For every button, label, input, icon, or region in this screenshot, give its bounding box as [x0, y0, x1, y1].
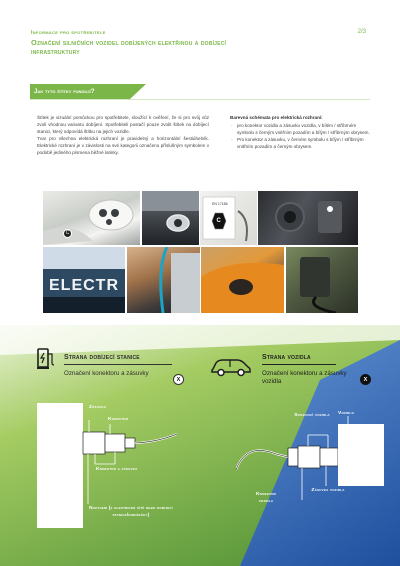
car-icon [210, 355, 252, 377]
standard-label: EN 17186 [212, 202, 228, 206]
question-banner-tail [130, 84, 146, 99]
wall-charger-illustration [286, 247, 358, 313]
list-item: - Pro konektor a zásuvku, v černém symbolu s bílým / stříbrným vnitřním pozadím a černým obrysem. [230, 136, 372, 150]
page-title: Označení silničních vozidel dobíjených elektřinou a dobíjecí infrastruktury [31, 38, 227, 57]
photo-vehicle-inlet [43, 191, 140, 245]
label-vehicle-connector: Konektor vozidla [255, 492, 277, 504]
orange-car-illustration [201, 247, 284, 313]
label-supply: Napájení (z elektrické sítě nebo dobíjecí stanice/dobíječky) [89, 506, 173, 518]
label-vehicle-coupler: Spojovač vozidla [294, 413, 330, 418]
question-banner: Jak tyto štítky fungují? [30, 84, 130, 99]
hex-c-icon: C [63, 229, 72, 238]
photo-charging-cable [127, 247, 200, 313]
header-kicker: Informace pro spotřebitele [31, 30, 106, 36]
charging-station-icon [36, 346, 56, 370]
charging-port-illustration [142, 191, 199, 245]
label-connector: Konektor [108, 417, 129, 422]
list-item: - pro konektor vozidla a zásuvku vozidla, v bílém / stříbrném symbolu s černým vnitřním pozadím a bílým / stříbrným obrysem. [230, 122, 372, 136]
intro-paragraph-2: Tvar pro všechna elektrická rozhraní je pravidelný a horizontální šestiúhelník. Elektrické rozhraní je v závislosti na své kategorii označeno příslušným symbolem v podobě jediného písmena běžné latinky. [37, 136, 209, 156]
station-title: Strana dobíjecí stanice [64, 354, 140, 361]
label-socket: Zásuvka [89, 405, 107, 410]
connector-holster-illustration [258, 191, 358, 245]
station-hex-badge: X [173, 374, 184, 385]
label-vehicle: Vozidlo [338, 411, 354, 416]
vehicle-hex-badge: X [360, 374, 371, 385]
page-number: 2/3 [357, 29, 366, 35]
hex-label-illustration [200, 191, 257, 245]
photo-orange-car [201, 247, 284, 313]
vehicle-subtitle: Označení konektoru a zásuvky vozidla [262, 370, 347, 385]
station-title-underline [64, 364, 172, 365]
color-schemes [230, 114, 372, 150]
charging-cable-illustration [127, 247, 200, 313]
bus-label: ELECTR [49, 277, 119, 294]
station-subtitle: Označení konektoru a zásuvky [64, 370, 149, 377]
color-schemes-list [230, 122, 372, 150]
photo-hex-label [200, 191, 257, 245]
photo-electric-bus [43, 247, 125, 313]
label-connector-and-socket: Konektor a zásuvka [96, 467, 138, 472]
vehicle-diagram [236, 400, 400, 540]
intro-text [37, 114, 209, 157]
photo-charging-port [142, 191, 199, 245]
intro-paragraph: Štítek je vizuální pomůckou pro spotřebitele, sloužící k ověření, že si pro svůj vůz zvolí vhodnou variantu dobíjení. Spotřebiteli postačí pouze zvolit štítek na dobíjecí stanici, který odpovídá štítku na jejich vozidle. [37, 115, 209, 135]
vehicle-title: Strana vozidla [262, 354, 311, 361]
photo-connector-holster [258, 191, 358, 245]
hex-c-letter: C [216, 218, 221, 224]
label-vehicle-inlet: Zásuvka vozidla [311, 488, 345, 493]
vehicle-title-underline [262, 364, 336, 365]
vehicle-inlet-illustration [43, 191, 140, 245]
divider [30, 99, 370, 100]
color-schemes-title: Barevná schémata pro elektrická rozhraní: [230, 115, 323, 120]
photo-wall-charger [286, 247, 358, 313]
